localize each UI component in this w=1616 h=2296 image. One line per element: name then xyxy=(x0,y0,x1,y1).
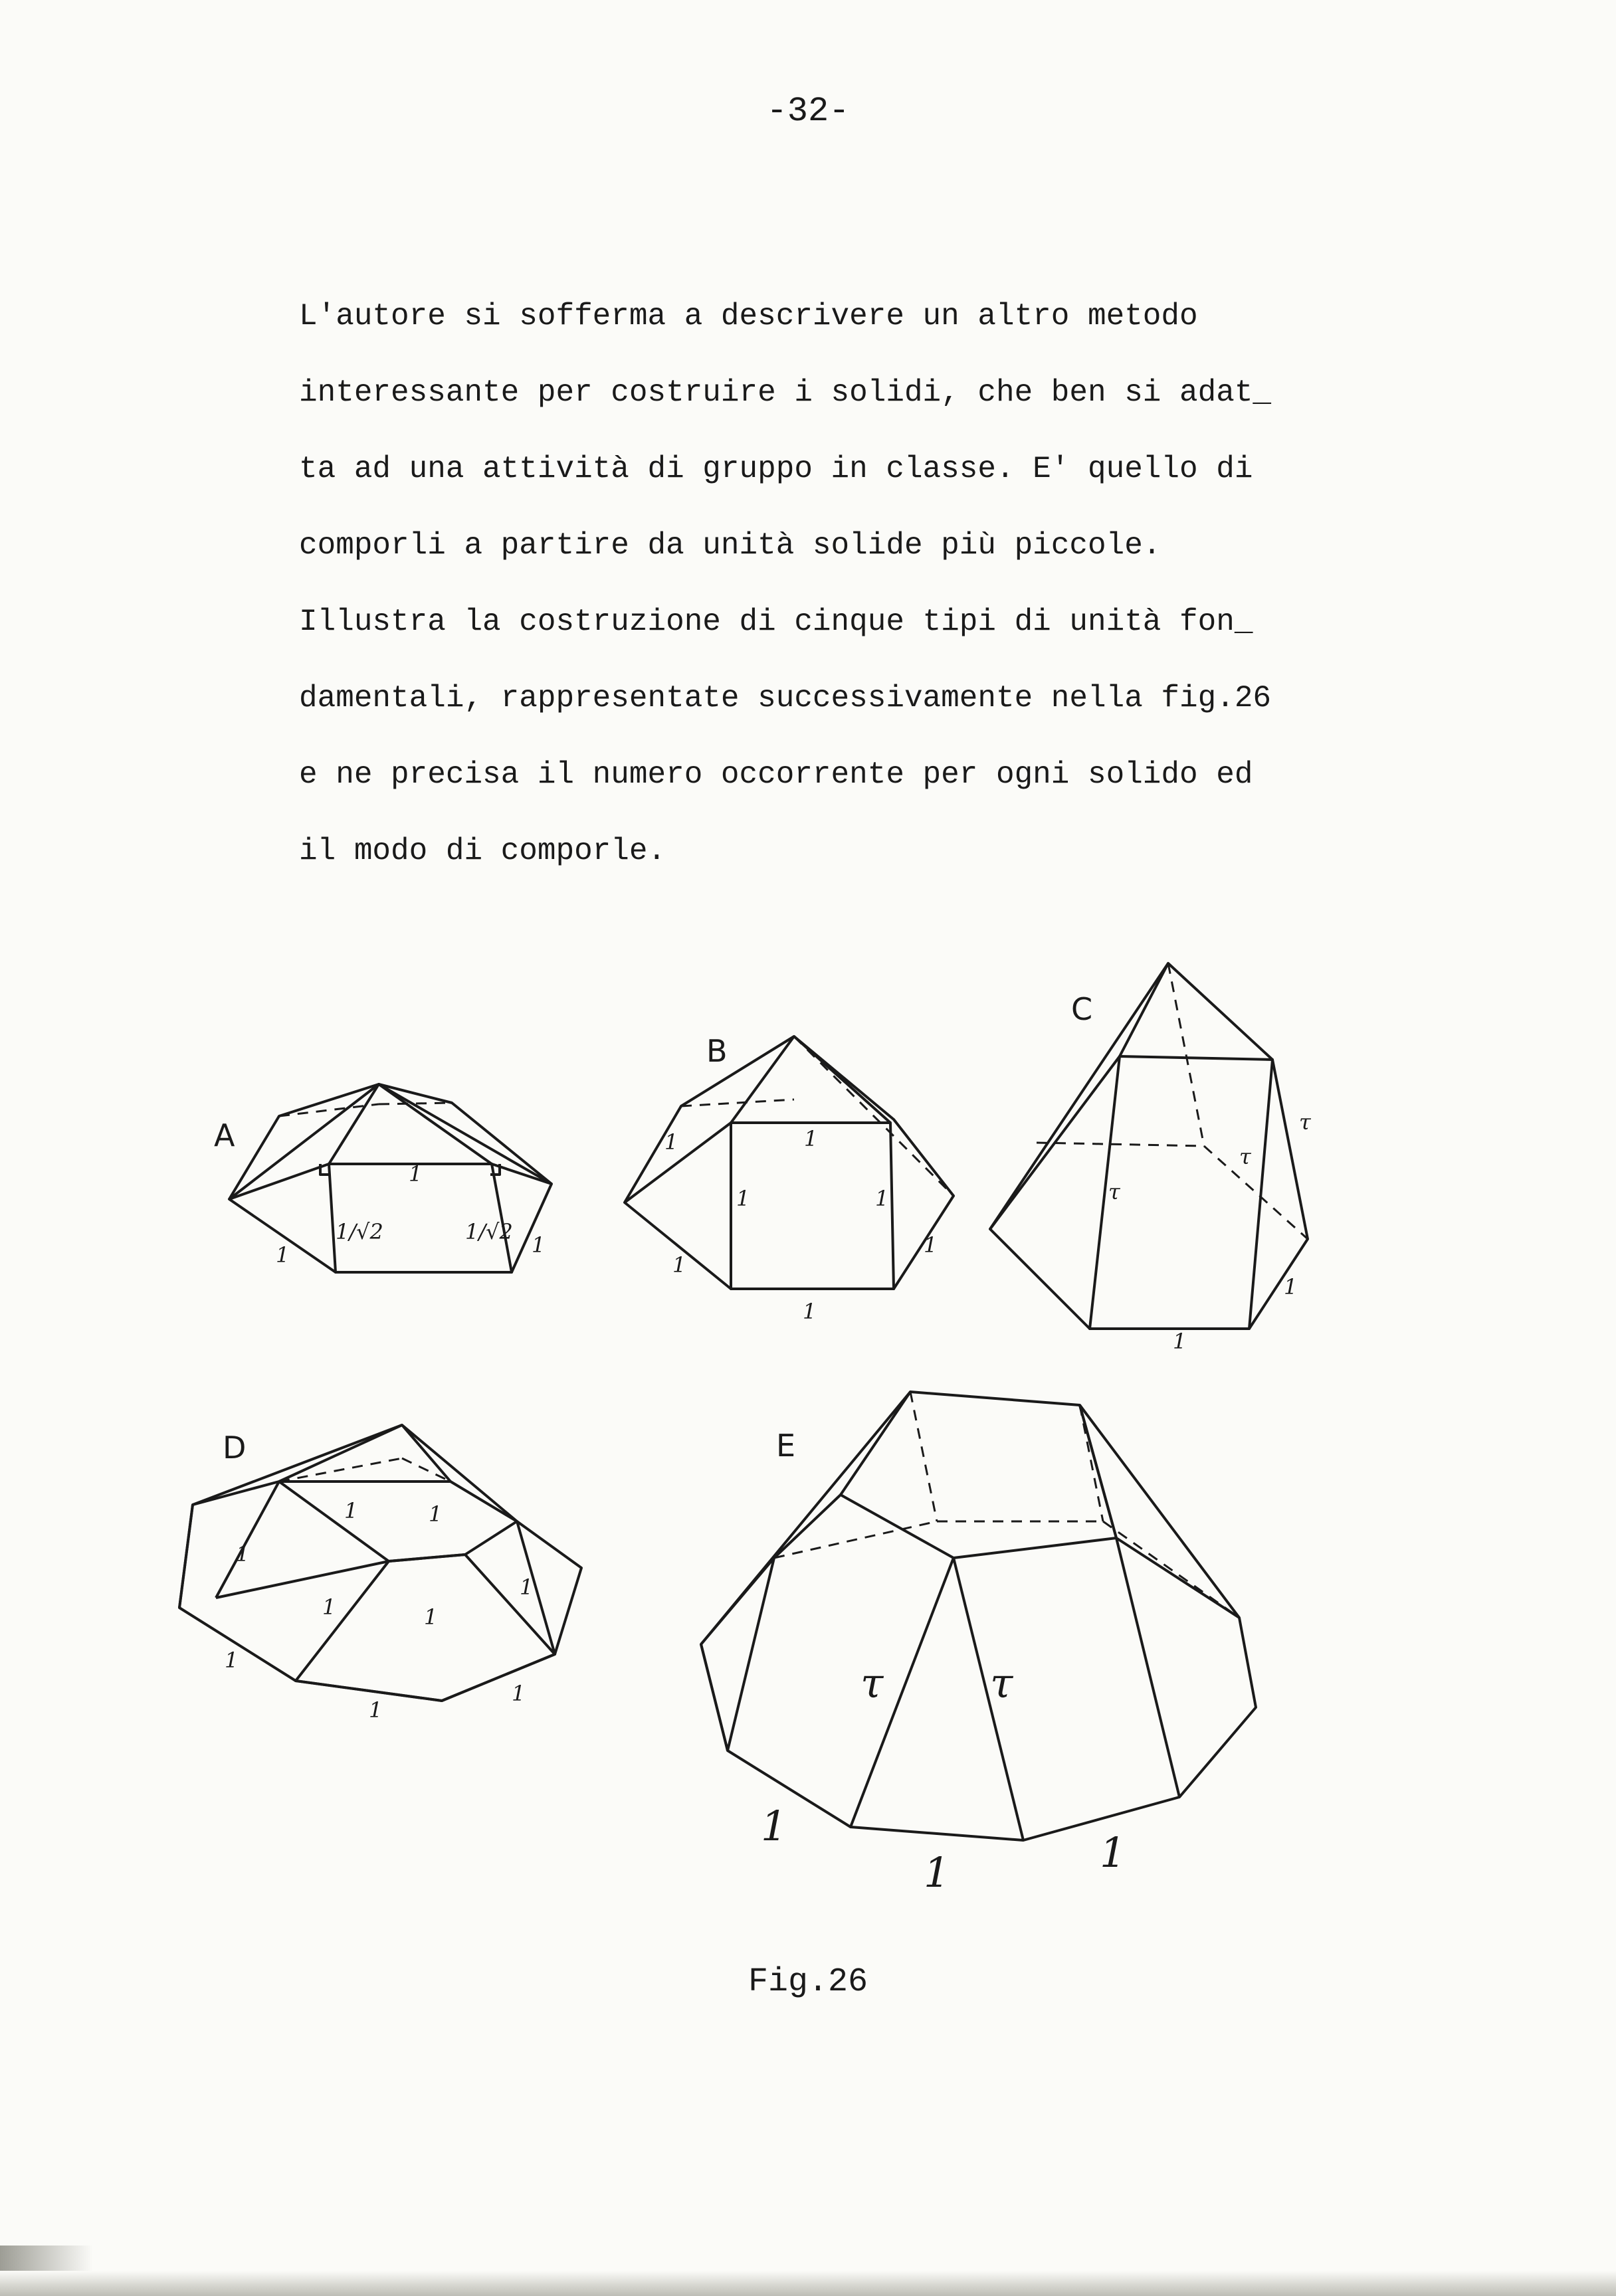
paragraph-line: il modo di comporle. xyxy=(299,834,666,868)
edge-label: 1 xyxy=(532,1232,546,1258)
edge-label: τ xyxy=(1239,1144,1251,1169)
edge-label: 1 xyxy=(803,1299,817,1324)
edge-label: 1 xyxy=(424,1604,438,1630)
solid-b-drawing xyxy=(625,1036,954,1289)
solid-d-hidden-edge xyxy=(279,1458,402,1482)
edge-label: τ xyxy=(860,1659,884,1707)
solid-c-hidden-edge xyxy=(1037,1143,1204,1146)
solid-c-edge xyxy=(990,1056,1120,1229)
paragraph-line: Illustra la costruzione di cinque tipi di unità fon_ xyxy=(299,605,1253,639)
edge-label: 1 xyxy=(344,1498,358,1523)
edge-label: 1 xyxy=(512,1681,526,1706)
solid-e-edge xyxy=(1116,1538,1179,1797)
solid-b-outline xyxy=(625,1036,954,1289)
solid-b-edge xyxy=(794,1036,890,1123)
edge-label: 1/√2 xyxy=(336,1219,383,1244)
solid-b-hidden-edge xyxy=(794,1036,954,1196)
scan-bottom-edge xyxy=(0,2271,1616,2296)
edge-label: 1 xyxy=(1173,1329,1187,1354)
solid-d-label: D xyxy=(223,1430,247,1466)
solid-d-edge xyxy=(216,1482,279,1598)
edge-label: 1 xyxy=(429,1501,443,1527)
solid-e-top-ring xyxy=(774,1495,1239,1618)
solid-e-hidden-edge xyxy=(910,1392,937,1521)
edge-label: 1 xyxy=(1284,1274,1298,1299)
edge-label: 1 xyxy=(369,1697,383,1723)
paragraph-line: damentali, rappresentate successivamente nella fig.26 xyxy=(299,681,1272,716)
edge-label: 1 xyxy=(1100,1828,1126,1877)
solid-c-edge xyxy=(1120,963,1168,1056)
edge-label: τ xyxy=(1108,1179,1120,1204)
solid-a-edge xyxy=(329,1084,379,1164)
paragraph-line: comporli a partire da unità solide più piccole. xyxy=(299,528,1162,563)
solid-b-label: B xyxy=(706,1033,728,1069)
solid-a-label: A xyxy=(214,1117,235,1153)
edge-label: τ xyxy=(990,1659,1013,1707)
paragraph-line: ta ad una attività di gruppo in classe. E' quello di xyxy=(299,452,1253,486)
solid-d-edge xyxy=(402,1425,451,1482)
edge-label: 1 xyxy=(924,1232,938,1258)
edge-label: 1 xyxy=(225,1648,239,1673)
solid-c-drawing xyxy=(990,963,1308,1329)
figure-caption: Fig.26 xyxy=(748,1963,868,2001)
edge-label: 1 xyxy=(520,1575,534,1600)
edge-label: 1 xyxy=(322,1594,336,1620)
paragraph-line: interessante per costruire i solidi, che ben si adat_ xyxy=(299,375,1272,410)
solid-d-top xyxy=(179,1425,402,1608)
paragraph-line: L'autore si sofferma a descrivere un altro metodo xyxy=(299,299,1198,334)
edge-label: 1/√2 xyxy=(465,1219,513,1244)
page-number: -32- xyxy=(766,92,850,131)
edge-label: 1 xyxy=(804,1126,818,1151)
solid-a-edge xyxy=(379,1084,492,1164)
solid-e-edge xyxy=(841,1392,910,1495)
edge-label: 1 xyxy=(672,1252,686,1278)
edge-label: τ xyxy=(1299,1109,1311,1135)
paragraph-line: e ne precisa il numero occorrente per ogni solido ed xyxy=(299,757,1253,792)
edge-label: 1 xyxy=(761,1802,787,1850)
edge-label: 1 xyxy=(875,1186,889,1211)
solid-d-edge xyxy=(216,1561,389,1598)
edge-label: 1 xyxy=(409,1161,423,1187)
solid-d-top-face xyxy=(279,1482,517,1561)
solid-c-label: C xyxy=(1071,991,1093,1027)
solid-e-edge xyxy=(701,1644,728,1751)
solid-b-edge xyxy=(731,1036,794,1123)
edge-label: 1 xyxy=(736,1186,750,1211)
solid-e-label: E xyxy=(776,1428,796,1464)
edge-label: 1 xyxy=(276,1242,290,1268)
edge-label: 1 xyxy=(664,1129,678,1155)
edge-label: 1 xyxy=(924,1848,950,1897)
edge-label: 1 xyxy=(236,1541,250,1567)
solid-e-edge xyxy=(1080,1405,1116,1538)
solid-b-hidden-edge xyxy=(681,1100,794,1106)
solid-c-outline xyxy=(990,963,1308,1329)
solid-a-edge xyxy=(229,1164,329,1199)
solid-d-hidden-edge xyxy=(402,1458,451,1482)
